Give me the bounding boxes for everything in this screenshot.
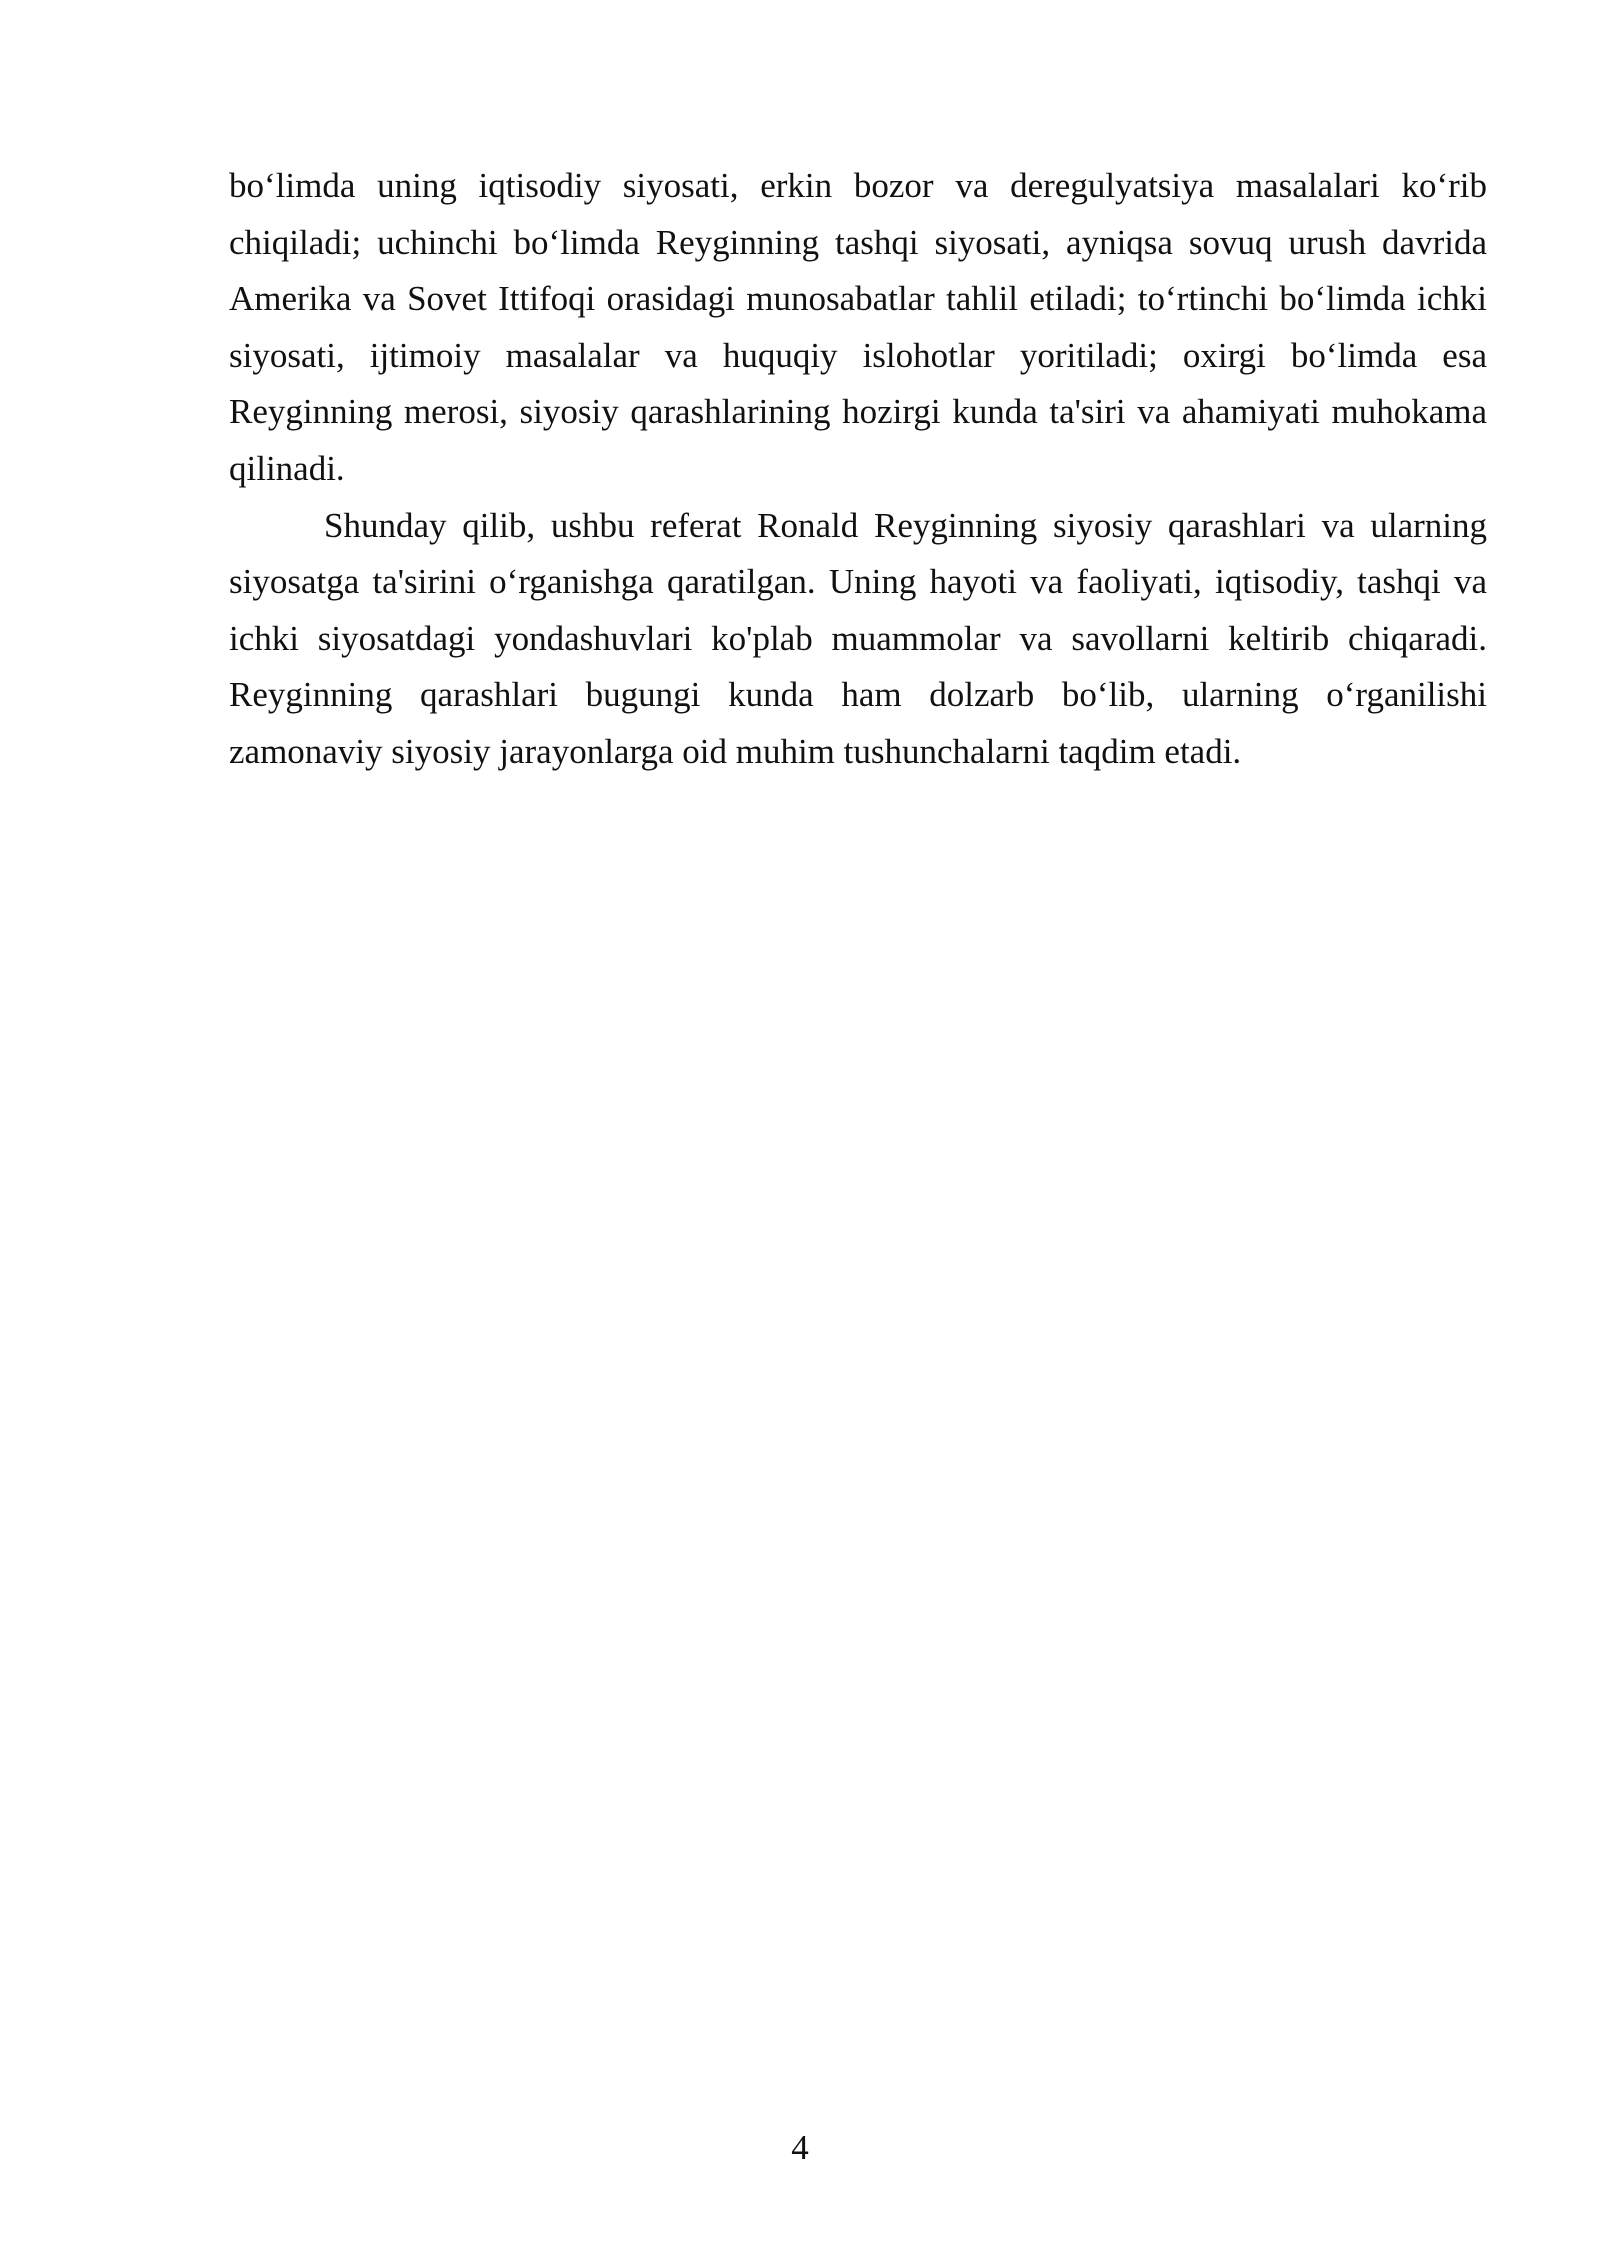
paragraph-conclusion: Shunday qilib, ushbu referat Ronald Reyginning siyosiy qarashlari va ularning siyosatga ta'sirini o‘rganishga qaratilgan. Uning hayoti va faoliyati, iqtisodiy, tashqi va ichki siyosatdagi yondashuvlari ko'plab muammolar va savollarni keltirib chiqaradi. Reyginning qarashlari bugungi kunda ham dolzarb bo‘lib, ularning o‘rganilishi zamonaviy siyosiy jarayonlarga oid muhim tushunchalarni taqdim etadi.	[229, 505, 1487, 771]
page-number: 4	[791, 2128, 809, 2167]
paragraph-continuation: bo‘limda uning iqtisodiy siyosati, erkin bozor va deregulyatsiya masalalari ko‘rib chiqiladi; uchinchi bo‘limda Reyginning tashqi siyosati, ayniqsa sovuq urush davrida Amerika va Sovet Ittifoqi orasidagi munosabatlar tahlil etiladi; to‘rtinchi bo‘limda ichki siyosati, ijtimoiy masalalar va huquqiy islohotlar yoritiladi; oxirgi bo‘limda esa Reyginning merosi, siyosiy qarashlarining hozirgi kunda ta'siri va ahamiyati muhokama qilinadi.	[229, 166, 1487, 488]
body-text	[229, 158, 1487, 781]
